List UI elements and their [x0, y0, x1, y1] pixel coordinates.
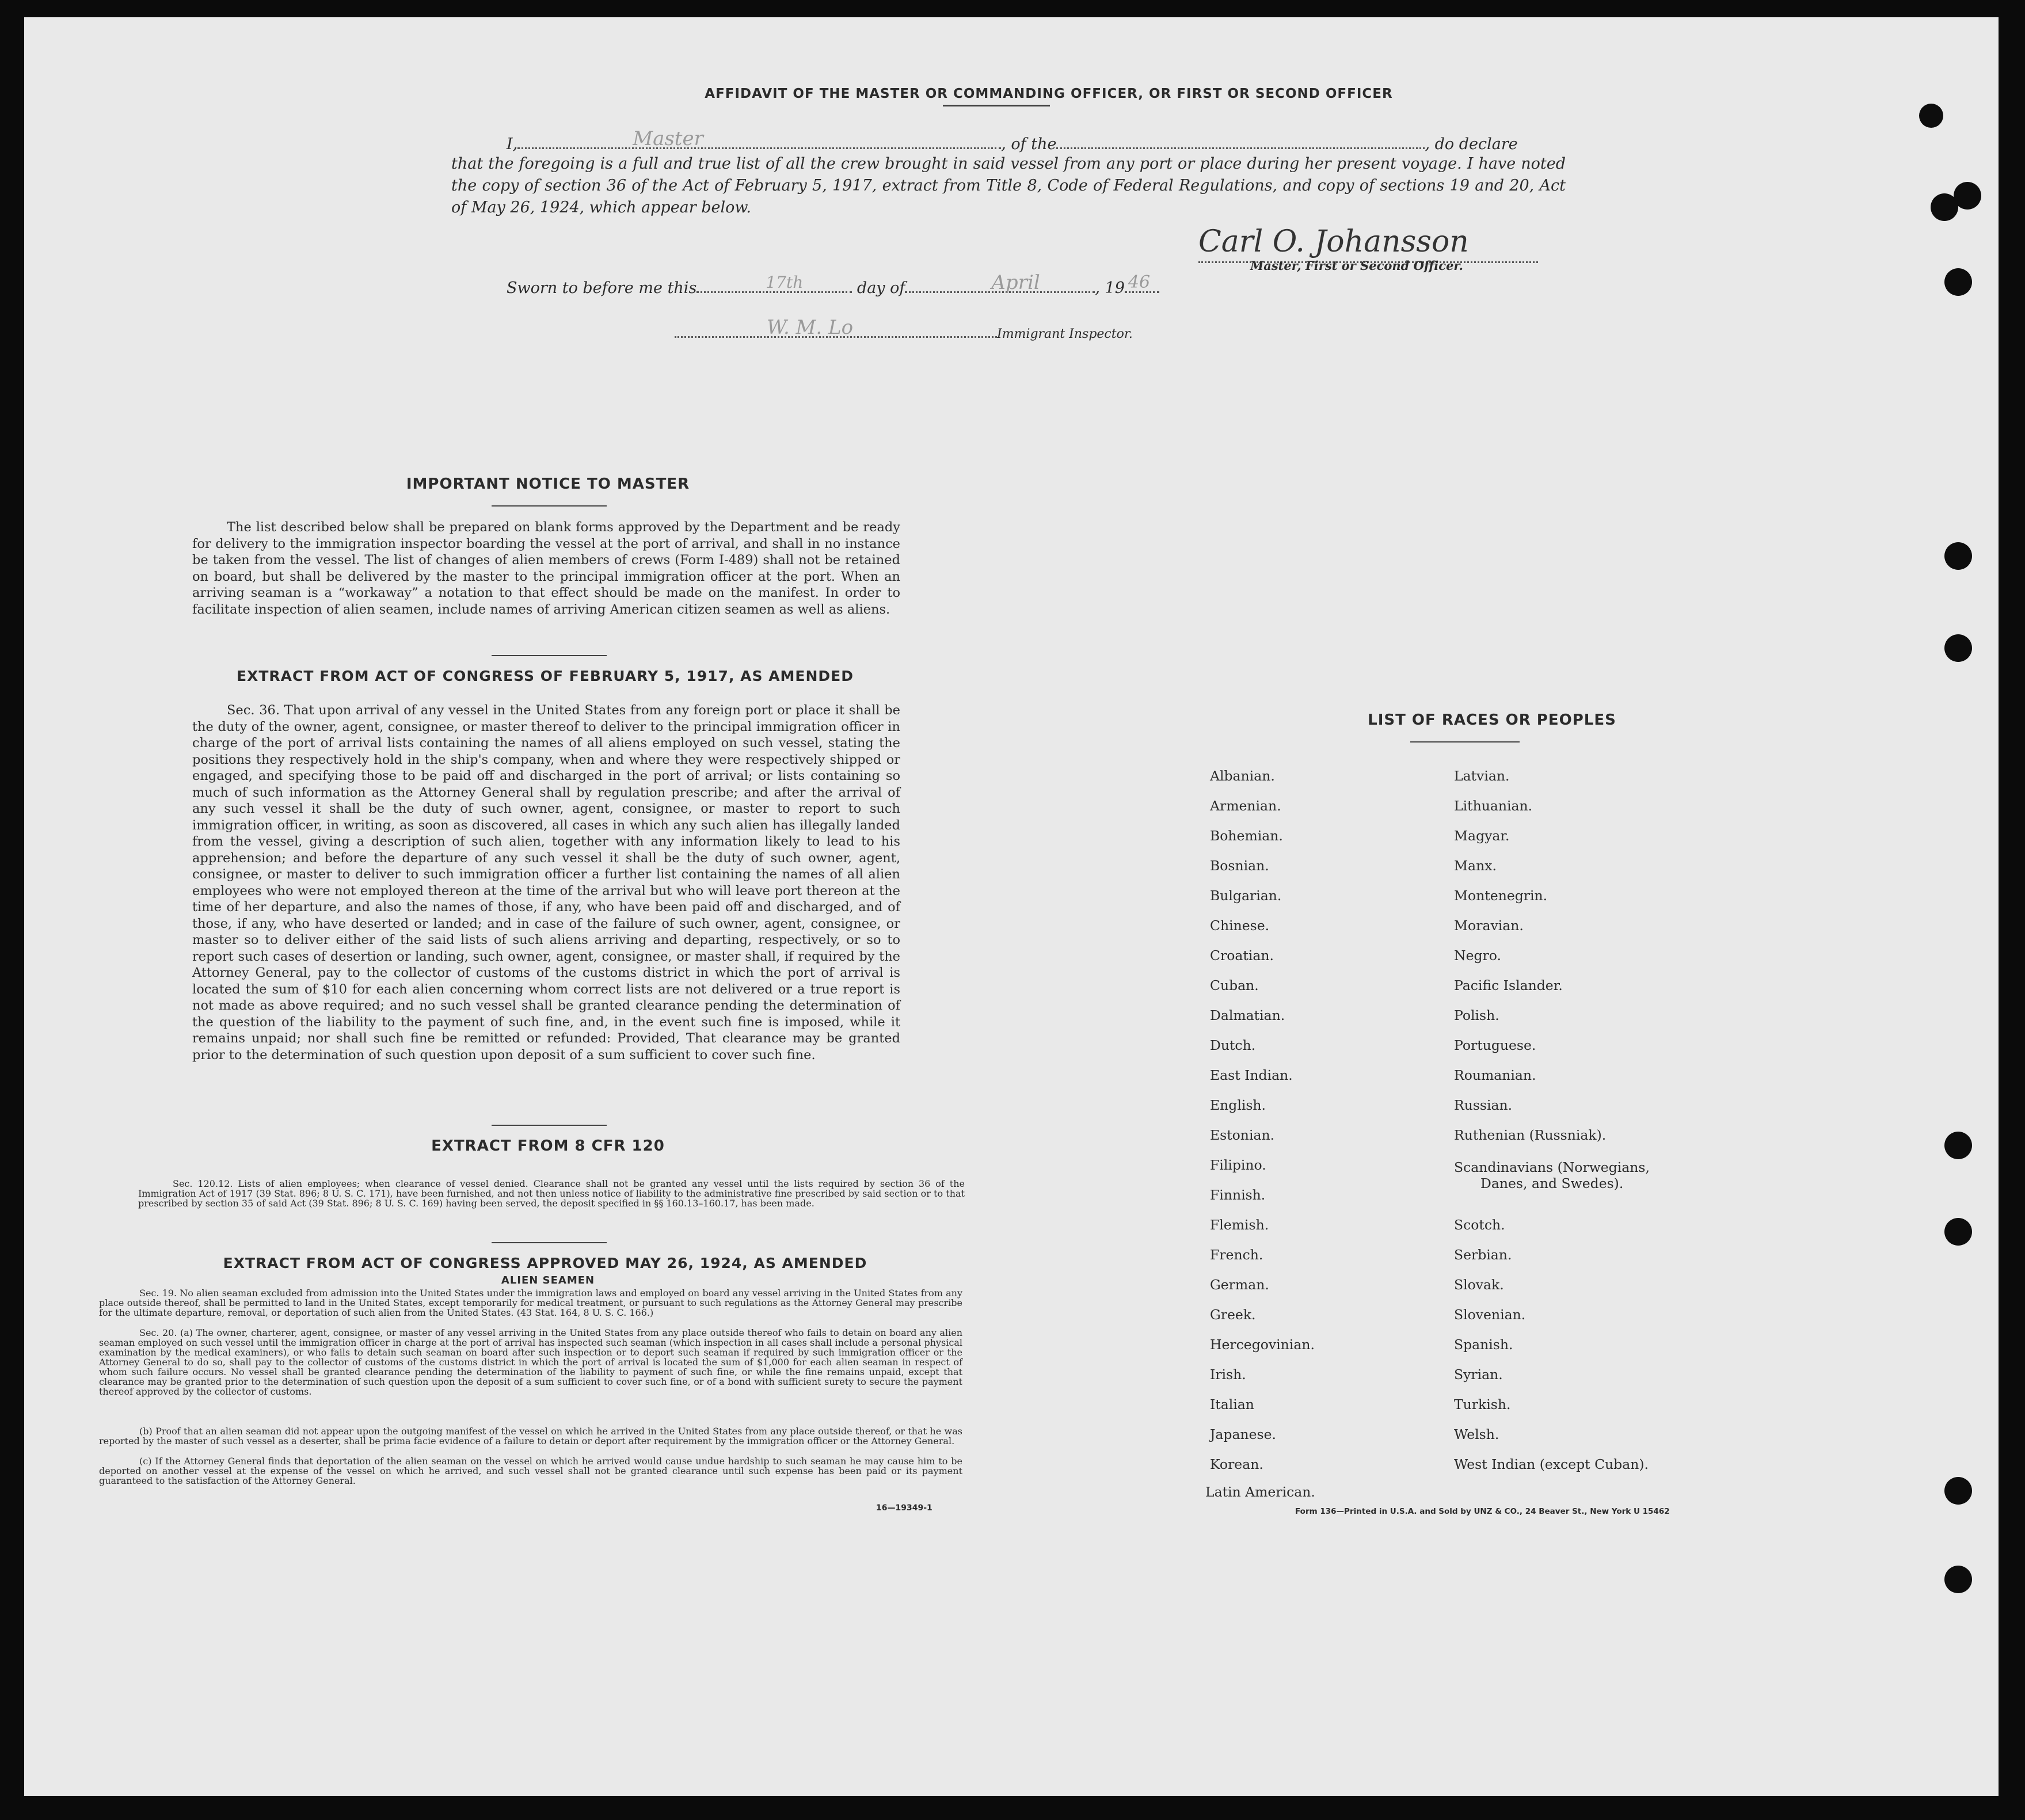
race-item: Manx. — [1454, 858, 1497, 874]
extract-1924-title: EXTRACT FROM ACT OF CONGRESS APPROVED MAY 26, 1924, AS AMENDED — [223, 1255, 867, 1271]
race-item: Scandinavians (Norwegians, — [1454, 1159, 1650, 1175]
form-code: 16—19349-1 — [876, 1503, 932, 1513]
inspector-caption: Immigrant Inspector. — [997, 327, 1133, 341]
punch-hole — [1944, 1477, 1972, 1505]
extract-1917-title: EXTRACT FROM ACT OF CONGRESS OF FEBRUARY 5, 1917, AS AMENDED — [236, 668, 854, 684]
race-item: Magyar. — [1454, 828, 1510, 844]
race-item: Bosnian. — [1210, 858, 1269, 874]
race-item: Bohemian. — [1210, 828, 1283, 844]
form-footer: Form 136—Printed in U.S.A. and Sold by UNZ & CO., 24 Beaver St., New York U 15462 — [1295, 1507, 1670, 1516]
race-item: Italian — [1210, 1396, 1254, 1412]
race-item: Filipino. — [1210, 1157, 1266, 1173]
sworn-day-handwriting: 17th — [766, 273, 804, 292]
punch-hole — [1944, 268, 1972, 296]
declaration-suffix: , do declare — [1425, 135, 1518, 153]
race-item: Roumanian. — [1454, 1067, 1536, 1083]
sworn-line — [507, 271, 1255, 299]
signature-caption: Master, First or Second Officer. — [1250, 258, 1463, 273]
notice-title: IMPORTANT NOTICE TO MASTER — [406, 475, 690, 493]
extract-cfr-text: Sec. 120.12. Lists of alien employees; when clearance of vessel denied. Clearance shall not be granted any vessel until the lists required by section 36 of the Immigration Act of 1917 (39 Stat. 896; 8 U. S. C. 171), have been furnished, and not then unless notice of liability to the administrative fine prescribed by said section or to that prescribed by section 35 of said Act (39 Stat. 896; 8 U. S. C. 169) having been served, the deposit specified in §§ 160.13–160.17, has been made. — [138, 1178, 965, 1209]
punch-hole — [1919, 104, 1943, 128]
race-item: Latin American. — [1205, 1484, 1315, 1500]
punch-hole — [1944, 634, 1972, 662]
race-item: Ruthenian (Russniak). — [1454, 1127, 1607, 1143]
race-item: West Indian (except Cuban). — [1454, 1456, 1649, 1472]
vessel-name-field — [1056, 132, 1425, 149]
race-item: Chinese. — [1210, 917, 1270, 934]
punch-hole — [1931, 193, 1958, 221]
race-item: Dutch. — [1210, 1037, 1256, 1053]
master-name-field — [517, 127, 1001, 150]
sworn-year-handwriting: 46 — [1128, 272, 1151, 292]
race-item: Syrian. — [1454, 1366, 1503, 1383]
race-item: Slovak. — [1454, 1277, 1504, 1293]
race-item: Albanian. — [1210, 768, 1275, 784]
affidavit-title: AFFIDAVIT OF THE MASTER OR COMMANDING OFFICER, OR FIRST OR SECOND OFFICER — [705, 86, 1393, 101]
race-item: Bulgarian. — [1210, 888, 1282, 904]
race-item: Irish. — [1210, 1366, 1246, 1383]
sworn-day-field — [696, 273, 852, 293]
race-item: Negro. — [1454, 947, 1501, 964]
race-item: German. — [1210, 1277, 1269, 1293]
extract-cfr-title: EXTRACT FROM 8 CFR 120 — [431, 1137, 665, 1155]
punch-hole — [1944, 542, 1972, 570]
race-item: Croatian. — [1210, 947, 1274, 964]
extract-1924-sec20b: (b) Proof that an alien seaman did not appear upon the outgoing manifest of the vessel on which he arrived in the United States from any place outside thereof, or that he was reported by the master of such vessel as a deserter, shall be prima facie evidence of a failure to detain or deport after requirement by the immigration officer or the Attorney General. — [99, 1426, 962, 1446]
punch-hole — [1944, 1132, 1972, 1159]
race-item: Latvian. — [1454, 768, 1510, 784]
document-page — [24, 17, 1999, 1796]
race-item: Cuban. — [1210, 977, 1259, 993]
race-item: Polish. — [1454, 1007, 1499, 1023]
inspector-field — [675, 316, 997, 339]
race-item: French. — [1210, 1247, 1263, 1263]
cfr-rule-top — [492, 1125, 607, 1126]
race-item: Turkish. — [1454, 1396, 1511, 1412]
race-item: Greek. — [1210, 1307, 1256, 1323]
race-item: East Indian. — [1210, 1067, 1293, 1083]
sworn-prefix: Sworn to before me this — [507, 279, 697, 297]
extract-1924-subtitle: ALIEN SEAMEN — [501, 1274, 595, 1286]
race-item: Montenegrin. — [1454, 888, 1548, 904]
punch-hole — [1944, 1566, 1972, 1593]
race-item: English. — [1210, 1097, 1266, 1113]
race-item: Flemish. — [1210, 1217, 1269, 1233]
punch-hole — [1944, 1218, 1972, 1246]
notice-rule — [492, 505, 607, 507]
sworn-month-field — [905, 271, 1095, 294]
notice-text: The list described below shall be prepared on blank forms approved by the Department and be ready for delivery to the immigration inspector boarding the vessel at the port of arrival, and shall in no instance be taken from the vessel. The list of changes of alien members of crews (Form I-489) shall not be retained on board, but shall be delivered by the master to the principal immigration officer at the port. When an arriving seaman is a “workaway” a notation to that effect should be made on the manifest. In order to facilitate inspection of alien seamen, include names of arriving American citizen seamen as well as aliens. — [192, 520, 900, 617]
races-rule — [1410, 741, 1520, 743]
extract-1924-rule — [492, 1242, 607, 1243]
inspector-line — [675, 316, 1193, 345]
race-item: Estonian. — [1210, 1127, 1275, 1143]
race-item: Lithuanian. — [1454, 798, 1533, 814]
declaration-prefix: I, — [507, 135, 518, 153]
race-item: Welsh. — [1454, 1426, 1499, 1442]
race-item: Dalmatian. — [1210, 1007, 1285, 1023]
race-item: Hercegovinian. — [1210, 1337, 1315, 1353]
race-item: Portuguese. — [1454, 1037, 1536, 1053]
inspector-handwriting: W. M. Lo — [767, 316, 854, 339]
race-item: Korean. — [1210, 1456, 1263, 1472]
extract-1917-text: Sec. 36. That upon arrival of any vessel in the United States from any foreign port or place it shall be the duty of the owner, agent, consignee, or master thereof to deliver to the principal immigration officer in charge of the port of arrival lists containing the names of all aliens employed on such vessel, stating the positions they respectively hold in the ship's company, when and where they were respectively shipped or engaged, and specifying those to be paid off and discharged in the port of arrival; or lists containing so much of such information as the Attorney General shall by regulation prescribe; and after the arrival of any such vessel it shall be the duty of such owner, agent, consignee, or master to report to such immigration officer, in writing, as soon as discovered, all cases in which any such alien has illegally landed from the vessel, giving a description of such alien, together with any information likely to lead to his apprehension; and before the departure of any such vessel it shall be the duty of such owner, agent, consignee, or master to deliver to such immigration officer a further list containing the names of all alien employees who were not employed thereon at the time of the arrival but who will leave port thereon at the time of her departure, and also the names of those, if any, who have been paid off and discharged, and of those, if any, who have deserted or landed; and in case of the failure of such owner, agent, consignee, or master so to deliver either of the said lists of such aliens arriving and departing, respectively, or so to report such cases of desertion or landing, such owner, agent, consignee, or master shall, if required by the Attorney General, pay to the collector of customs of the customs district in which the port of arrival is located the sum of $10 for each alien concerning whom correct lists are not delivered or a true report is not made as above required; and no such vessel shall be granted clearance pending the determination of the question of the liability to the payment of such fine, and, in the event such fine is imposed, while it remains unpaid; nor shall such fine be remitted or refunded: Provided, That clearance may be granted prior to the determination of such question upon deposit of a sum sufficient to cover such fine. — [192, 703, 900, 1063]
race-item: Slovenian. — [1454, 1307, 1526, 1323]
sworn-day-label: day of — [857, 279, 905, 297]
declaration-mid: , of the — [1001, 135, 1057, 153]
race-item: Scotch. — [1454, 1217, 1505, 1233]
race-item: Pacific Islander. — [1454, 977, 1563, 993]
race-item: Armenian. — [1210, 798, 1281, 814]
notice-rule-bottom — [492, 655, 607, 656]
title-rule — [943, 105, 1050, 106]
race-item: Spanish. — [1454, 1337, 1513, 1353]
affidavit-declaration-line — [507, 127, 1566, 155]
extract-1924-sec20c: (c) If the Attorney General finds that deportation of the alien seaman on the vessel on which he arrived would cause undue hardship to such seaman he may cause him to be deported on another vessel at the expense of the vessel on which he arrived, and such vessel shall not be granted clearance until such expense has been paid or its payment guaranteed to the satisfaction of the Attorney General. — [99, 1456, 962, 1486]
race-item: Moravian. — [1454, 917, 1524, 934]
race-item: Finnish. — [1210, 1187, 1266, 1203]
master-signature: Carl O. Johansson — [1198, 224, 1469, 259]
master-name-handwriting: Master — [633, 127, 703, 150]
sworn-year-field — [1125, 272, 1159, 293]
affidavit-body: that the foregoing is a full and true list of all the crew brought in said vessel from any port or place during her present voyage. I have noted the copy of section 36 of the Act of February 5, 1917, extract from Title 8, Code of Federal Regulations, and copy of sections 19 and 20, Act of May 26, 1924, which appear below. — [451, 155, 1566, 216]
sworn-month-handwriting: April — [991, 271, 1040, 294]
extract-1924-sec19: Sec. 19. No alien seaman excluded from admission into the United States under the immigration laws and employed on board any vessel arriving in the United States from any place outside thereof, shall be permitted to land in the United States, except temporarily for medical treatment, or pursuant to such regulations as the Attorney General may prescribe for the ultimate departure, removal, or deportation of such alien from the United States. (43 Stat. 164, 8 U. S. C. 166.) — [99, 1288, 962, 1318]
race-item: Russian. — [1454, 1097, 1513, 1113]
race-item: Serbian. — [1454, 1247, 1512, 1263]
races-title: LIST OF RACES OR PEOPLES — [1368, 711, 1616, 729]
sworn-year-prefix: , 19 — [1095, 279, 1125, 297]
extract-1924-sec20a: Sec. 20. (a) The owner, charterer, agent, consignee, or master of any vessel arriving in the United States from any place outside thereof who fails to detain on board any alien seaman employed on such vessel until the immigration officer in charge at the port of arrival has inspected such seaman (which inspection in all cases shall include a personal physical examination by the medical examiners), or who fails to detain such seaman on board after such inspection or to deport such seaman if required by such immigration officer or the Attorney General to do so, shall pay to the collector of customs of the customs district in which the port of arrival is located the sum of $1,000 for each alien seaman in respect of whom such failure occurs. No vessel shall be granted clearance pending the determination of the liability to payment of such fine, or while the fine remains unpaid, except that clearance may be granted prior to the determination of such question upon the deposit of a sum sufficient to cover such fine, or of a bond with sufficient surety to secure the payment thereof approved by the collector of customs. — [99, 1327, 962, 1397]
race-item: Danes, and Swedes). — [1480, 1175, 1624, 1191]
race-item: Japanese. — [1210, 1426, 1276, 1442]
